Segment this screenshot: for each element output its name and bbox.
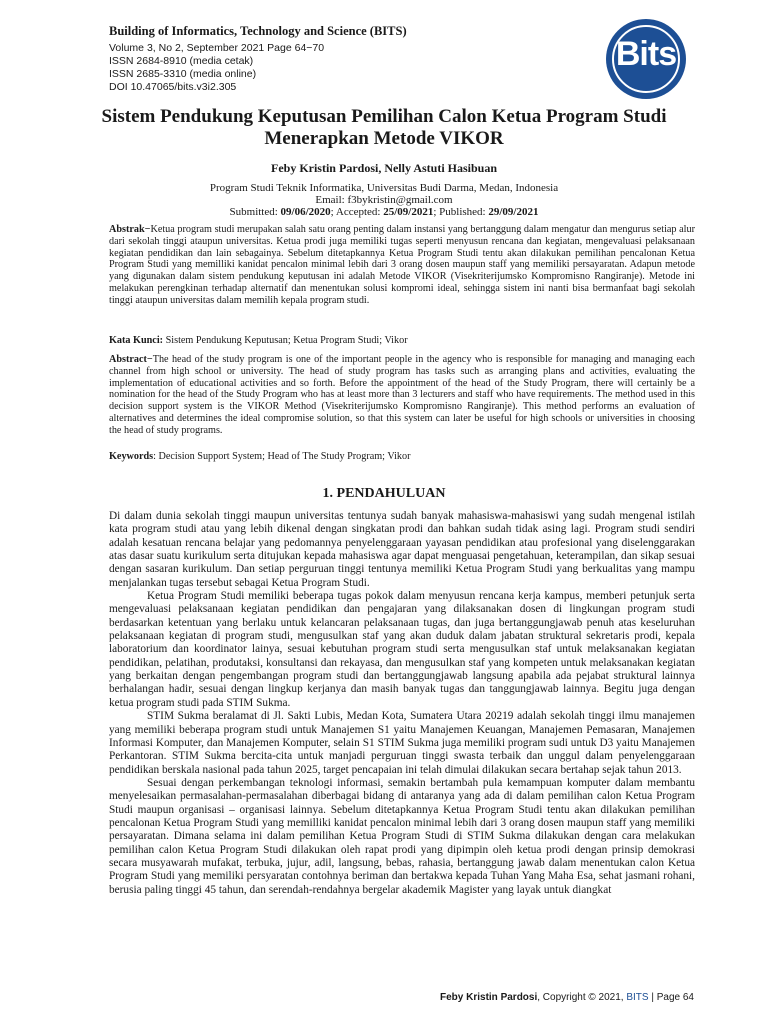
paper-title: Sistem Pendukung Keputusan Pemilihan Calon Ketua Program Studi Menerapkan Metode VIKOR	[101, 106, 667, 149]
affiliation: Program Studi Teknik Informatika, Universitas Budi Darma, Medan, Indonesia	[209, 182, 559, 194]
affiliation-block	[109, 182, 659, 218]
abstrak-paragraph	[109, 224, 695, 307]
abstract-label: Abstract−	[109, 354, 153, 365]
journal-volume: Volume 3, No 2, September 2021 Page 64−70	[109, 42, 325, 54]
published-date: 29/09/2021	[488, 206, 539, 218]
section-body	[109, 510, 695, 897]
bits-logo	[606, 19, 686, 99]
issn-print: ISSN 2684-8910 (media cetak)	[109, 55, 254, 67]
kata-kunci: Kata Kunci: Sistem Pendukung Keputusan; Ketua Program Studi; Vikor	[109, 335, 408, 346]
doi[interactable]: DOI 10.47065/bits.v3i2.305	[109, 81, 237, 93]
body-paragraph: Di dalam dunia sekolah tinggi maupun universitas tentunya sudah banyak mahasiswa-mahasiswi yang sudah mengenal istilah kata program studi atau yang lebih dikenal dengan singkatan prodi dan bahkan sudah tidak asing lagi. Program studi sendiri adalah kesatuan rencana belajar yang pedomannya penyelenggaraan yayasan pendidikan atau profesional yang diselenggarakan atas dasar suatu kurikulum serta ditujukan kepada mahasiswa agar dapat menguasai pengetahuan, keterampilan, dan sikap sesuai dengan sasaran kurikulum. Dan setiap perguruan tinggi tentunya memiliki Ketua Program Studi yang berkualitas yang mampu menjalankan tugas tersebut sebagai Ketua Program Studi.	[109, 510, 695, 589]
body-paragraph: Ketua Program Studi memiliki beberapa tugas pokok dalam menyusun rencana kerja kampus, memberi petunjuk serta mengevaluasi pelaksanaan kegiatan pendidikan dan pengajaran yang dilaksanakan dosen di lingkungan program studi berdasarkan ketentuan yang berlaku untuk kelancaran pelaksanaan tugas, dan juga bertanggungjawab penuh atas keseluruhan pelaksanaan kegiatan di program studi, mengusulkan staf yang akan duduk dalam jabatan struktural sekretaris prodi, kepala laboratorium dan koordinator lainya, sesuai kebutuhan program studi serta mengusulkan staf untuk melaksanakan kegiatan pendidikan, pelatihan, produtaksi, konsultansi dan rekayasa, dan mengusulkan staf yang kompeten untuk melaksanakan kegiatan yang berkaitan dengan pengembangan program studi dan bertanggungjawab langsung apabila ada pejabat struktural lainnya berhalangan hadir, sesuai dengan lingkup kerjanya dan masih banyak tugas dan tanggungjawab lainnya. Begitu juga dengan ketua program studi pada STIM Sukma.	[109, 590, 695, 709]
journal-header	[109, 24, 589, 94]
issn-online: ISSN 2685-3310 (media online)	[109, 68, 257, 80]
abstrak-text: Ketua program studi merupakan salah satu orang penting dalam instansi yang bertanggung dalam mengatur dan mengurus setiap alur dari sekolah tinggi ataupun universitas. Ketua prodi juga memiliki tugas seperti menyusun rencana dan kegiatan, mengevaluasi pelaksanaan kegiatan pendidikan dan lain sebagainya. Sebelum ditetapkannya Ketua Program Studi tentu akan dilakukan pemilihan pencalonan Ketua Program Studi yang memilliki kanidat pencalon minimal lebih dari 3 orang dosen maupun staff yang memiliki persayaratan. Adapun metode yang digunakan dalam sistem pendukung keputusan ini adalah Metode VIKOR (Visekriterijumsko Kompromisno Rangiranje). Metode ini melakukan perengkinan terhadap alternatif dan menentukan solusi kompromi ideal, sehingga sistem ini nanti bisa bermanfaat bagi sekolah tinggi ataupun universitas dalam memilih kepala program studi.	[109, 224, 695, 306]
abstrak-label: Abstrak−	[109, 224, 151, 235]
submission-dates: Submitted: 09/06/2020; Accepted: 25/09/2021; Published: 29/09/2021	[229, 206, 539, 218]
footer-journal: BITS	[626, 992, 649, 1003]
journal-name: Building of Informatics, Technology and Science (BITS)	[109, 24, 407, 38]
abstract-paragraph	[109, 354, 695, 437]
paper-authors: Feby Kristin Pardosi, Nelly Astuti Hasibuan	[270, 161, 498, 175]
body-paragraph: Sesuai dengan perkembangan teknologi informasi, semakin bertambah pula kemampuan komputer dalam membantu menyelesaikan permasalahan-permasalahan diberbagai bidang di antaranya yang ada di dalam pemilihan calon Ketua Program Studi maupun organisasi – organisasi lainnya. Sebelum ditetapkannya Ketua Program Studi tentu akan dilakukan pemilihan pencalonan Ketua Program Studi yang memilliki kanidat pencalon minimal lebih dari 3 orang dosen maupun staff yang memiliki persayaratan. Dimana selama ini dalam pemilihan Ketua Program Studi di STIM Sukma dilakukan dengan cara melakukan pemilihan calon Ketua Program Studi dilakukan oleh rapat prodi yang dipimpin oleh ketua prodi dengan prinsip demokrasi secara musyawarah mufakat, terbuka, jujur, adil, langsung, bebas, rahasia, bertanggung jawab dalam menentukan calon Ketua Program Studi yang memiliki persyaratan contohnya beriman dan bertakwa kepada Tuhan Yang Maha Esa, sehat jasmani rohani, berusia paling tinggi 45 tahun, dan serendah-rendahnya bergelar akademik Magister yang layak untuk diangkat	[109, 776, 695, 896]
page-footer: Feby Kristin Pardosi, Copyright © 2021, BITS | Page 64	[440, 992, 694, 1003]
page-number: | Page 64	[648, 992, 694, 1003]
abstract-text: The head of the study program is one of the important people in the agency who is responsible for managing and managing each channel from high school or university. The head of study program has tasks such as arranging plans and activities, evaluating the implementation of educational activities and so forth. Before the appointment of the head of the Study Program, there will certainly be a nomination for the head of the Study Program who has at least more than 3 lecturers and staff who have requirements. The method used in this decision support system is the VIKOR Method (Visekriterijumsko Kompromisno Rangiranje). This method performs an evaluation of alternatives and determines the ideal compromise solution, so that this system can later be useful for high schools or universities in choosing the head of study programs.	[109, 354, 695, 436]
body-paragraph: STIM Sukma beralamat di Jl. Sakti Lubis, Medan Kota, Sumatera Utara 20219 adalah sekolah tinggi ilmu manajemen yang memiliki beberapa program studi untuk Manajemen S1 yaitu Manajemen Keuangan, Manajemen Pemasaran, Manajemen Informasi Komputer, dan Manajemen Komputer, selain S1 STIM Sukma juga memiliki program sudi untuk D3 yaitu Manajemen Perkantoran. STIM Sukma bercita-cita untuk manjadi perguruan tinggi swasta terbaik dan unggul dalam penyelenggaraan pendidikan berskala nasional pada tahun 2025, target pencapaian ini telah dimulai dilakukan secara bertahap sejak tahun 2013.	[109, 710, 695, 776]
author-email[interactable]: Email: f3bykristin@gmail.com	[315, 194, 453, 206]
submitted-date: 09/06/2020	[280, 206, 331, 218]
accepted-date: 25/09/2021	[383, 206, 434, 218]
logo-text: Bits	[615, 35, 677, 73]
keywords: Keywords: Decision Support System; Head of The Study Program; Vikor	[109, 451, 411, 462]
section-heading: 1. PENDAHULUAN	[322, 486, 446, 501]
